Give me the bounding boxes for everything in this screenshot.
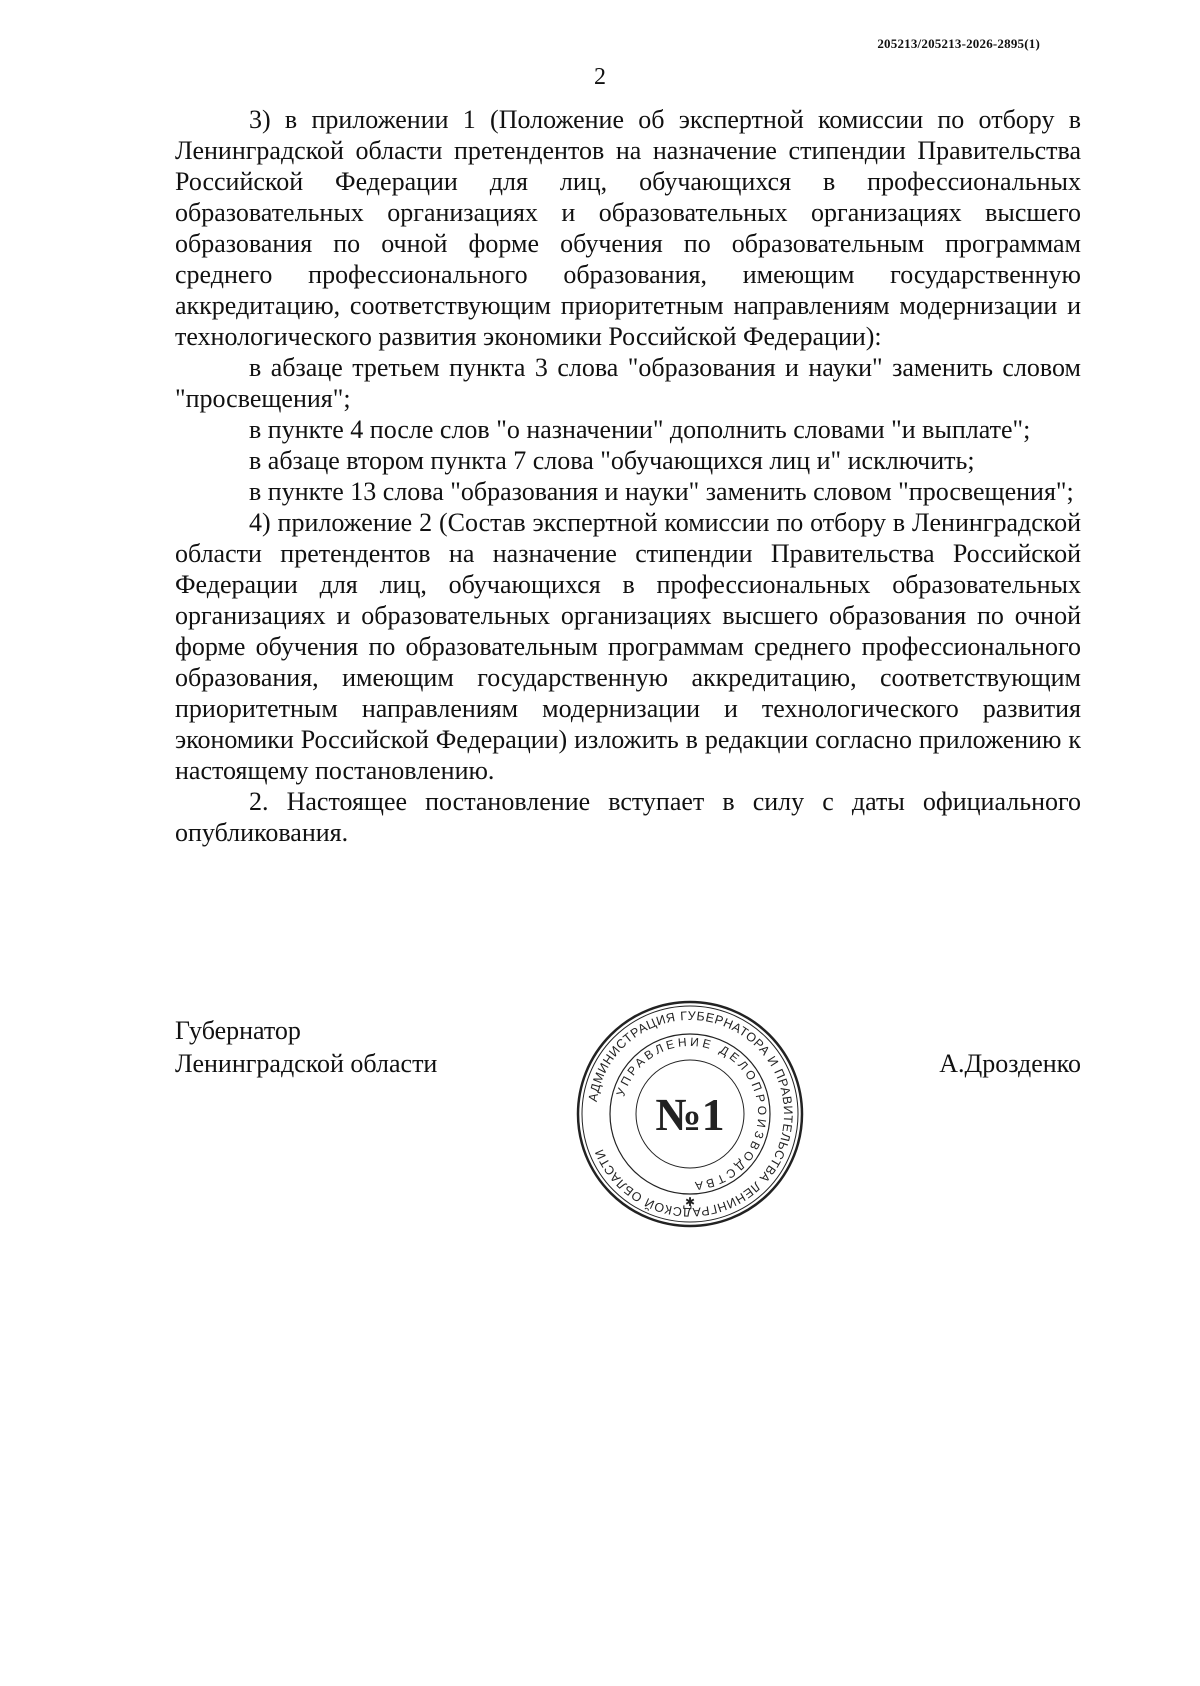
document-body xyxy=(175,104,1081,848)
paragraph-item-3-sub-2: в пункте 4 после слов "о назначении" дополнить словами "и выплате"; xyxy=(249,415,1031,444)
seal-outer-text: АДМИНИСТРАЦИЯ ГУБЕРНАТОРА И ПРАВИТЕЛЬСТВА ЛЕНИНГРАДСКОЙ ОБЛАСТИ xyxy=(585,1008,796,1220)
signatory-name: А.Дрозденко xyxy=(939,1049,1081,1078)
paragraph-item-3: 3) в приложении 1 (Положение об экспертной комиссии по отбору в Ленинградской области претендентов на назначение стипендии Правительства Российской Федерации для лиц, обучающихся в профессиональных образовательных организациях и образовательных организациях высшего образования по очной форме обучения по образовательным программам среднего профессионального образования, имеющим государственную аккредитацию, соответствующим приоритетным направлениям модернизации и технологического развития экономики Российской Федерации): xyxy=(175,105,1081,351)
signatory-title-line-2: Ленинградской области xyxy=(175,1049,438,1078)
seal-star-icon: ✱ xyxy=(684,1195,696,1209)
official-seal-stamp xyxy=(574,998,806,1230)
signatory-title-line-1: Губернатор xyxy=(175,1016,301,1045)
paragraph-item-3-sub-3: в абзаце втором пункта 7 слова "обучающихся лиц и" исключить; xyxy=(249,446,975,475)
seal-graphic xyxy=(574,998,806,1230)
seal-inner-text: УПРАВЛЕНИЕ ДЕЛОПРОИЗВОДСТВА xyxy=(613,1034,770,1194)
signatory-title xyxy=(175,1014,437,1080)
paragraph-effective-date: 2. Настоящее постановление вступает в силу с даты официального опубликования. xyxy=(175,787,1081,847)
paragraph-item-4: 4) приложение 2 (Состав экспертной комиссии по отбору в Ленинградской области претендентов на назначение стипендии Правительства Российской Федерации для лиц, обучающихся в профессиональных образовательных организациях и образовательных организациях высшего образования по очной форме обучения по образовательным программам среднего профессионального образования, имеющим государственную аккредитацию, соответствующим приоритетным направлениям модернизации и технологического развития экономики Российской Федерации) изложить в редакции согласно приложению к настоящему постановлению. xyxy=(175,508,1081,785)
paragraph-item-3-sub-4: в пункте 13 слова "образования и науки" заменить словом "просвещения"; xyxy=(249,477,1074,506)
document-registration-number: 205213/205213-2026-2895(1) xyxy=(877,36,1040,51)
paragraph-item-3-sub-1: в абзаце третьем пункта 3 слова "образования и науки" заменить словом "просвещения"; xyxy=(175,353,1081,413)
seal-center-number: №1 xyxy=(655,1089,725,1140)
page-number: 2 xyxy=(594,64,606,90)
